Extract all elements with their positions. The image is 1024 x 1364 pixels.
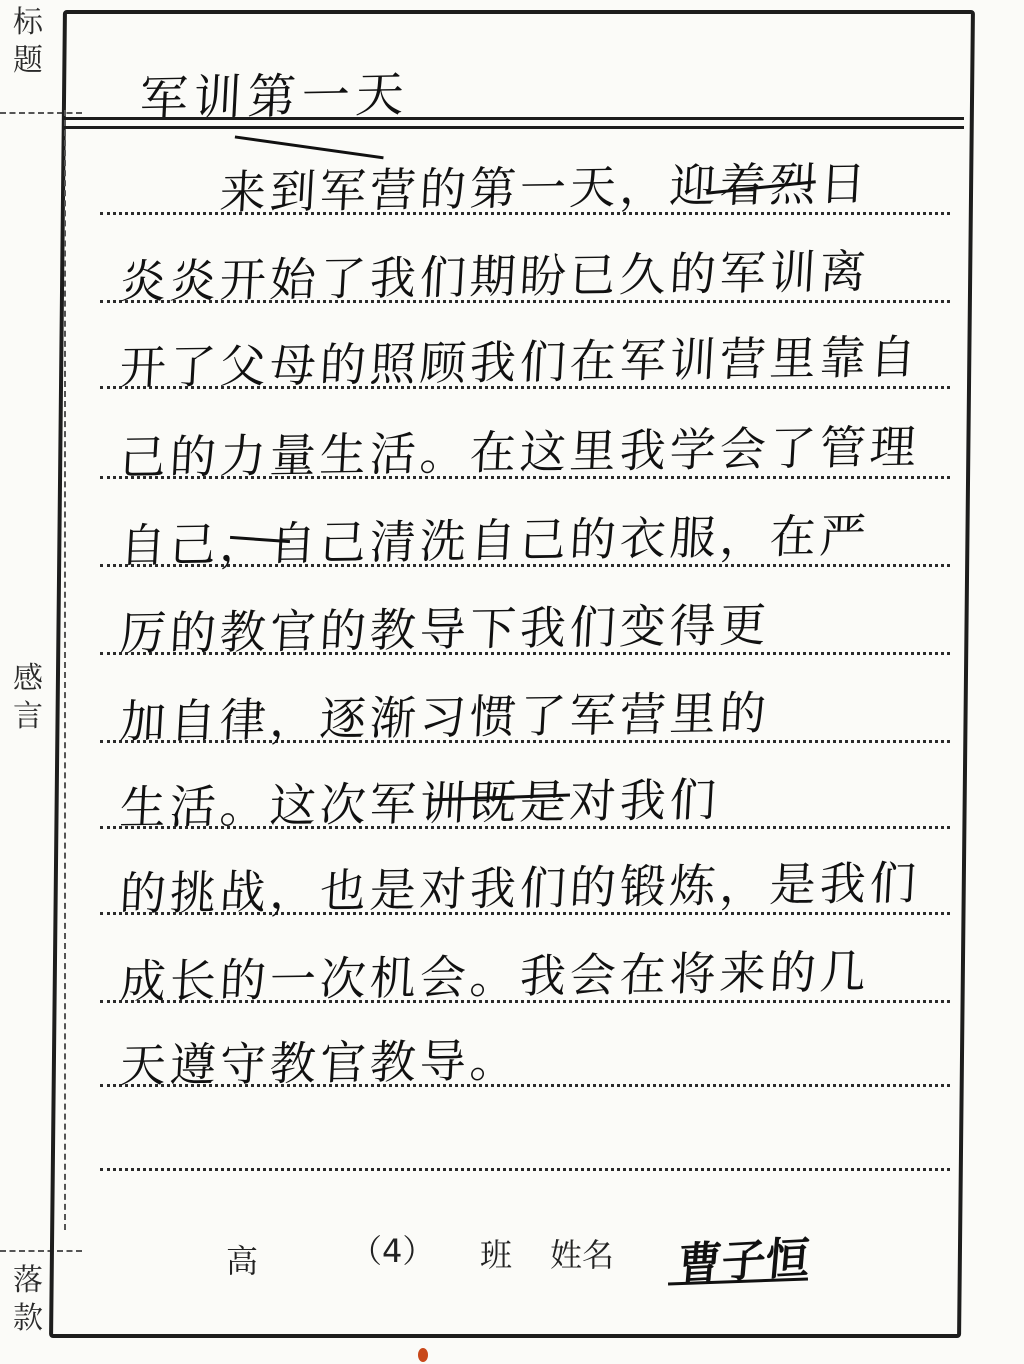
- title-rule-top: [64, 117, 964, 120]
- name-label: 姓名: [550, 1236, 615, 1274]
- body-line: 开了父母的照顾我们在军训营里靠自: [118, 329, 922, 395]
- body-line: 生活。这次军训既是对我们: [118, 772, 722, 835]
- footer-side-label: [8, 1262, 48, 1338]
- signature: 曹子恒: [675, 1232, 812, 1291]
- body-line: 的挑战，也是对我们的锻炼，是我们: [118, 855, 922, 921]
- body-line: 成长的一次机会。我会在将来的几: [118, 944, 872, 1009]
- essay-title: 军训第一天: [138, 66, 412, 128]
- footer-side-text: 落 款: [13, 1263, 43, 1336]
- grade-label: 高: [226, 1242, 259, 1280]
- ruled-line: [100, 1168, 950, 1171]
- title-side-label: [8, 4, 48, 80]
- body-side-text: 感 言: [13, 661, 43, 734]
- class-number: （4）: [350, 1232, 435, 1270]
- body-line: 己的力量生活。在这里我学会了管理: [118, 419, 922, 485]
- body-line: 厉的教官的教导下我们变得更: [118, 597, 772, 661]
- class-label: 班: [480, 1236, 513, 1274]
- body-line: 天遵守教官教导。: [118, 1033, 522, 1093]
- title-rule-bottom: [64, 126, 964, 129]
- margin-line: [64, 110, 66, 1230]
- body-side-label: [8, 660, 48, 736]
- ink-dot: [418, 1348, 428, 1362]
- body-line: 炎炎开始了我们期盼已久的军训离: [118, 244, 872, 309]
- body-line: 自己，自己清洗自己的衣服，在严: [118, 508, 872, 573]
- body-line: 来到军营的第一天，迎着烈日: [118, 156, 872, 221]
- title-side-text: 标 题: [13, 5, 43, 78]
- body-line: 加自律，逐渐习惯了军营里的: [118, 685, 772, 749]
